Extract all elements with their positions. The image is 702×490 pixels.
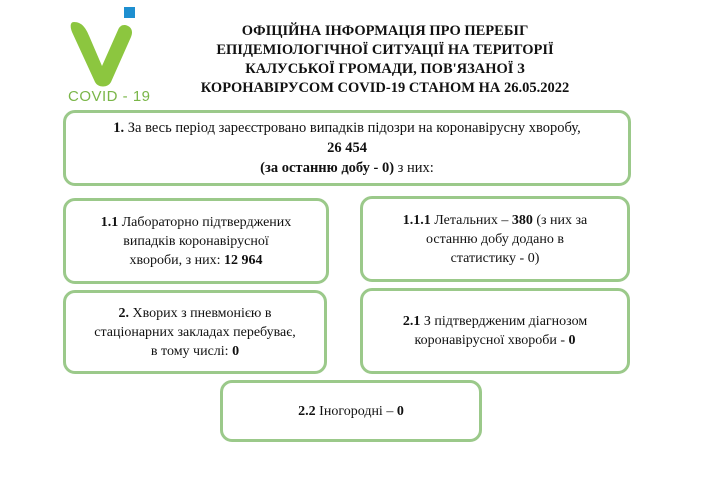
item-text: в тому числі: (150, 343, 233, 359)
deaths-value: 380 (511, 212, 533, 228)
item-text: з них: (394, 160, 434, 176)
confirmed-diagnosis-box (360, 288, 630, 374)
item-text: З підтвердженим діагнозом (420, 314, 588, 329)
item-number: 2.1 (402, 314, 421, 329)
item-text: статистику - 0) (450, 250, 540, 266)
nonresidents-box (220, 380, 482, 442)
item-text: За весь період зареєстровано випадків підозри на коронавірусну хворобу, (124, 120, 581, 136)
item-text: останню добу додано в (426, 231, 564, 247)
title-line: ЕПІДЕМІОЛОГІЧНОЇ СИТУАЦІЇ НА ТЕРИТОРІЇ (216, 42, 554, 58)
lab-confirmed-value: 12 964 (224, 252, 263, 268)
title-line: ОФІЦІЙНА ІНФОРМАЦІЯ ПРО ПЕРЕБІГ (241, 23, 529, 39)
item-number: 1.1 (100, 214, 119, 230)
item-text: випадків коронавірусної (123, 233, 269, 249)
item-text: Летальних – (430, 212, 512, 228)
title-line: КОРОНАВІРУСОМ COVID-19 СТАНОМ НА 26.05.2022 (200, 80, 570, 96)
item-number: 1.1.1 (402, 212, 431, 228)
item-number: 1. (113, 120, 125, 136)
deaths-box (360, 196, 630, 282)
confirmed-diagnosis-value: 0 (568, 333, 576, 348)
total-suspected-value: 26 454 (327, 140, 367, 156)
pneumonia-value: 0 (232, 343, 240, 359)
lab-confirmed-box (63, 198, 329, 284)
item-text: Лабораторно підтверджених (118, 214, 292, 230)
title-line: КАЛУСЬКОЇ ГРОМАДИ, ПОВ'ЯЗАНОЇ З (245, 61, 525, 77)
last-day-value: (за останню добу - 0) (260, 160, 395, 176)
item-text: Іногородні – (315, 403, 397, 419)
nonresidents-value: 0 (396, 403, 404, 419)
item-text: хвороби, з них: (129, 252, 225, 268)
item-text: Хворих з пневмонією в (128, 305, 272, 321)
item-number: 2. (118, 305, 129, 321)
total-suspected-box (63, 110, 631, 186)
logo-label: COVID - 19 (68, 88, 151, 105)
pneumonia-box (63, 290, 327, 374)
item-text: (з них за (532, 212, 588, 228)
page-title (150, 22, 620, 98)
item-number: 2.2 (298, 403, 316, 419)
item-text: стаціонарних закладах перебуває, (94, 324, 296, 340)
item-text: коронавірусної хвороби - (414, 333, 569, 348)
covid-v-logo-icon (60, 4, 160, 94)
